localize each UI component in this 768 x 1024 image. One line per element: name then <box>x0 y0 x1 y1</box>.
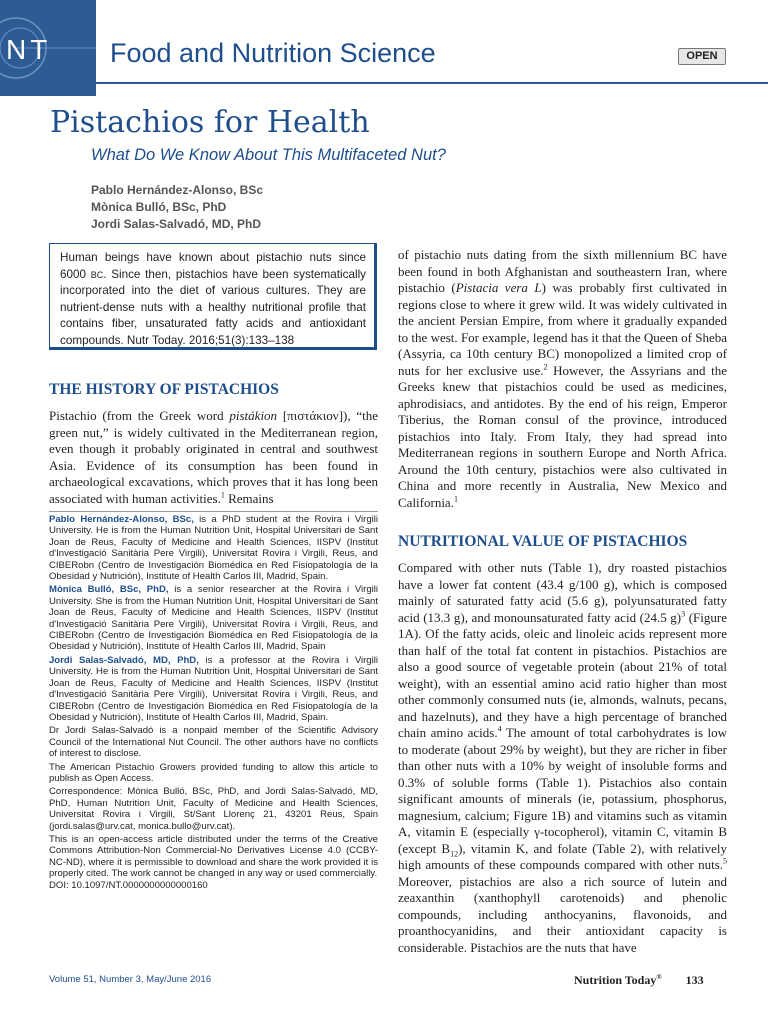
author-list <box>91 182 263 233</box>
page-number: 133 <box>685 973 704 987</box>
article-title: Pistachios for Health <box>50 105 370 140</box>
history-paragraph-2: of pistachio nuts dating from the sixth millennium BC have been found in both Afghanistan and southeastern Iran, where pistachio (Pistacia vera L) was probably first cultivated in regions close to where it grew wild. It was widely cultivated in the ancient Persian Empire, from where it gradually expanded to the west. For example, legend has it that the Queen of Sheba (Assyria, ca 10th century BC) monopolized a limited crop of nuts for her exclusive use.$^2$ However, the Assyrians and the Greeks knew that pistachios could be used as medicines, aphrodisiacs, and antidotes. By the end of his reign, Emperor Tiberius, the Roman consul of the province, introduced pistachios into Italy. From Italy, they had spread into Mediterranean regions in southern Europe and North Africa. Around the 10th century, pistachios were also cultivated in China and more recently in Australia, New Mexico and California.$^1$ <box>398 247 728 510</box>
author-2: Mònica Bulló, BSc, PhD <box>91 200 227 214</box>
author-notes <box>49 514 378 893</box>
abstract-text-1: Human beings have known about pistachio nuts since 6000 <box>60 251 366 281</box>
note-doi: DOI: 10.1097/NT.0000000000000160 <box>49 879 208 891</box>
note-funding: The American Pistachio Growers provided funding to allow this article to publish as Open Access. <box>49 761 378 784</box>
footer-volume: Volume 51, Number 3, May/June 2016 <box>49 974 212 985</box>
note-author-3: Jordi Salas-Salvadó, MD, PhD, is a professor at the Rovira i Virgili University. He is from the Human Nutrition Unit, Hospital Universitari de Sant Joan de Reus, Faculty of Medicine and Health Sciences, IISPV (Institut d'Investigació Sanitària Pere Virgili), Universitat Rovira i Virgili, Reus, and CIBERobn (Centro de Investigación Biomédica en Red Fisiopatología de la Obesidad y Nutrición), Institute of Health Carlos III, Madrid, Spain. <box>49 654 378 723</box>
abstract-bc: BC <box>90 269 104 280</box>
note-conflict: Dr Jordi Salas-Salvadó is a nonpaid member of the Scientific Advisory Council of the International Nut Council. The other authors have no conflicts of interest to disclose. <box>49 725 378 760</box>
open-access-badge: OPEN <box>678 48 726 65</box>
footer-journal: Nutrition Today® 133 <box>574 973 704 987</box>
author-1: Pablo Hernández-Alonso, BSc <box>91 183 264 197</box>
note-correspondence: Correspondence: Mònica Bulló, BSc, PhD, and Jordi Salas-Salvadó, MD, PhD, Human Nutrition Unit, Faculty of Medicine and Health Sciences, Universitat Rovira i Virgili, St/Sant Llorenç 21, 43201 Reus, Spain (jordi.salas@urv.cat, monica.bullo@urv.cat). <box>49 786 378 832</box>
author-3: Jordi Salas-Salvadó, MD, PhD <box>91 217 262 231</box>
note-author-2: Mònica Bulló, BSc, PhD, is a senior researcher at the Rovira i Virgili University. She is from the Human Nutrition Unit, Hospital Universitari de Sant Joan de Reus, Faculty of Medicine and Health Sciences, IISPV (Institut d'Investigació Sanitària Pere Virgili), Universitat Rovira i Virgili, Reus, and CIBERobn (Centro de Investigación Biomédica en Red Fisiopatología de la Obesidad y Nutrición), Institute of Health Carlos III, Madrid, Spain <box>49 584 378 653</box>
history-paragraph-1: Pistachio (from the Greek word pistákion [πιστάκιον]), “the green nut,” is widely cultivated in the Mediterranean region, even though it probably originated in central and southwest Asia. Evidence of its consumption has been found in archaeological excavations, which proves that it has long been associated with human activities.$^1$ Remains <box>49 408 379 506</box>
abstract-box <box>49 243 377 350</box>
logo-text: NT <box>6 34 52 65</box>
note-license: This is an open-access article distributed under the terms of the Creative Commons Attribution-Non Commercial-No Derivatives License 4.0 (CCBY-NC-ND), where it is permissible to download and share the work provided it is properly cited. The work cannot be changed in any way or used commercially. <box>49 833 378 880</box>
nutrition-heading: NUTRITIONAL VALUE OF PISTACHIOS <box>398 533 688 550</box>
history-heading: THE HISTORY OF PISTACHIOS <box>49 381 279 398</box>
header-rule <box>0 82 768 84</box>
notes-separator <box>49 511 378 512</box>
abstract-text-2: . Since then, pistachios have been systematically incorporated into the diet of various cultures. They are nutrient-dense nuts with a healthy nutritional profile that contains fiber, unsaturated fatty acids and antioxidant compounds. Nutr Today. 2016;51(3):133–138 <box>60 267 367 347</box>
article-subtitle: What Do We Know About This Multifaceted Nut? <box>91 146 446 164</box>
nutrition-paragraph: Compared with other nuts (Table 1), dry roasted pistachios have a lower fat content (43.4 g/100 g), which is composed mainly of saturated fatty acid (5.6 g), polyunsaturated fatty acid (13.3 g), and monounsaturated fatty acid (24.5 g)$^3$ (Figure 1A). Of the fatty acids, oleic and linoleic acids represent more than half of the total fat content in pistachios. Pistachios are also a good source of vegetable protein (about 21% of total weight), with an essential amino acid ratio higher than most other commonly consumed nuts (ie, almonds, walnuts, pecans, and hazelnuts), and they have a high percentage of branched chain amino acids.$^4$ The amount of total carbohydrates is low to moderate (about 29% by weight), but they are richer in fiber than other nuts with a 10% by weight of insoluble forms and 0.3% of soluble forms (Table 1). Pistachios also contain significant amounts of minerals (ie, potassium, phosphorus, magnesium, calcium; Figure 1B) and vitamins such as vitamin A, vitamin E (especially γ-tocopherol), vitamin C, vitamin B (except $B_{12}$), vitamin K, and folate (Table 2), with relatively high amounts of these compounds compared with other nuts.$^5$ Moreover, pistachios are also a rich source of lutein and zeaxanthin (xanthophyll carotenoids) and phenolic compounds, including anthocyanins, flavonoids, and proanthocyanidins, and their antioxidant capacity is considerable. Pistachios are the nuts that have <box>398 560 728 955</box>
note-author-1: Pablo Hernández-Alonso, BSc, is a PhD student at the Rovira i Virgili University. He is from the Human Nutrition Unit, Hospital Universitari de Sant Joan de Reus, Faculty of Medicine and Health Sciences, IISPV (Institut d'Investigació Sanitària Pere Virgili), Universitat Rovira i Virgili, Reus, and CIBERobn (Centro de Investigación Biomédica en Red Fisiopatología de la Obesidad y Nutrición), Institute of Health Carlos III, Madrid, Spain. <box>49 514 378 583</box>
journal-title: Food and Nutrition Science <box>110 38 436 68</box>
